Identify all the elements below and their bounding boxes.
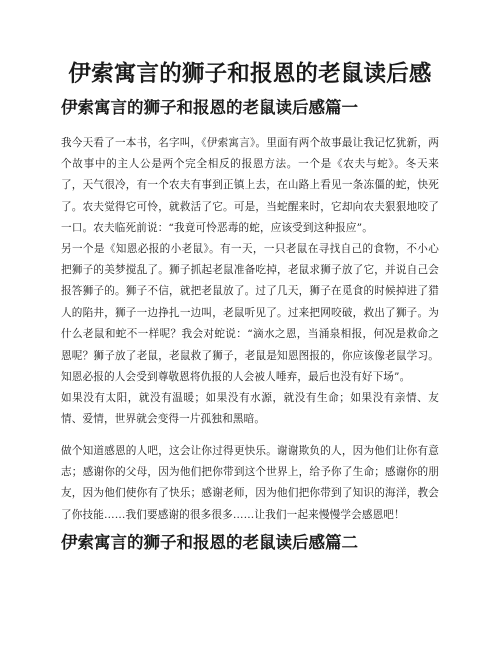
section-heading-2: 伊索寓言的狮子和报恩的老鼠读后感篇二 (61, 533, 358, 552)
section-heading-1: 伊索寓言的狮子和报恩的老鼠读后感篇一 (61, 98, 358, 117)
document-title: 伊索寓言的狮子和报恩的老鼠读后感 (68, 61, 432, 87)
paragraph-4: 做个知道感恩的人吧，这会让你过得更快乐。谢谢欺负的人，因为他们让你有意志；感谢你的父母，因为他们把你带到这个世界上，给予你了生命；感谢你的朋友，因为他们使你有了快乐；感谢老师，因为他们把你带到了知识的海洋，教会了你技能……我们要感谢的很多很多……让我们一起来慢慢学会感恩吧！ (61, 444, 439, 521)
paragraph-1: 我今天看了一本书，名字叫，《伊索寓言》。里面有两个故事最让我记忆犹新，两个故事中的主人公是两个完全相反的报恩方法。一个是《农夫与蛇》。冬天来了，天气很冷，有一个农夫有事到正镇上去，在山路上看见一条冻僵的蛇，快死了。农夫觉得它可怜，就救活了它。可是，当蛇醒来时，它却向农夫狠狠地咬了一口。农夫临死前说：“我竟可怜恶毒的蛇，应该受到这种报应”。 (61, 136, 439, 235)
paragraph-3: 如果没有太阳，就没有温暖；如果没有水源，就没有生命；如果没有亲情、友情、爱情，世界就会变得一片孤独和黑暗。 (61, 391, 439, 425)
paragraph-2: 另一个是《知恩必报的小老鼠》。有一天，一只老鼠在寻找自己的食物，不小心把狮子的美梦搅乱了。狮子抓起老鼠准备吃掉，老鼠求狮子放了它，并说自己会报答狮子的。狮子不信，就把老鼠放了。过了几天，狮子在觅食的时候掉进了猎人的陷井，狮子一边挣扎一边叫，老鼠听见了。过来把网咬破，救出了狮子。为什么老鼠和蛇不一样呢？我会对蛇说：“滴水之恩，当涌泉相报，何况是救命之恩呢？狮子放了老鼠，老鼠救了狮子，老鼠是知恩图报的，你应该像老鼠学习。知恩必报的人会受到尊敬恩将仇报的人会被人唾弃，最后也没有好下场”。 (61, 242, 439, 384)
